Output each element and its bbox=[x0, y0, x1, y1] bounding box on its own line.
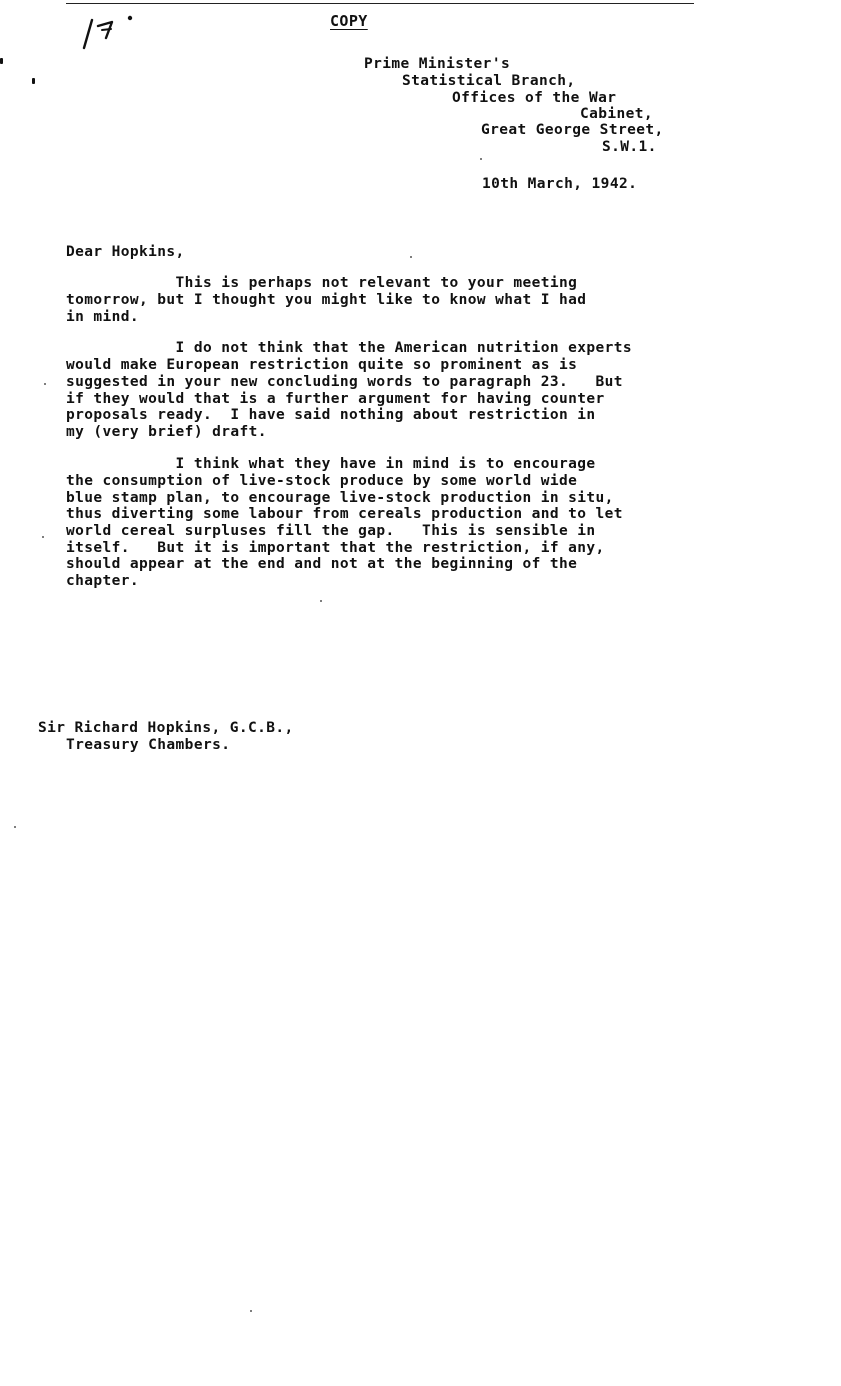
scan-speck bbox=[410, 256, 412, 258]
paragraph-2-line: my (very brief) draft. bbox=[66, 424, 267, 440]
paragraph-2-line: would make European restriction quite so prominent as is bbox=[66, 357, 578, 373]
scan-speck bbox=[42, 536, 44, 538]
address-line: Offices of the War bbox=[452, 90, 617, 106]
scan-speck bbox=[320, 600, 322, 602]
paragraph-2-line: proposals ready. I have said nothing about restriction in bbox=[66, 407, 596, 423]
paragraph-2-line: suggested in your new concluding words to paragraph 23. But bbox=[66, 374, 623, 390]
salutation: Dear Hopkins, bbox=[66, 244, 185, 260]
recipient-address: Treasury Chambers. bbox=[66, 737, 231, 753]
paragraph-3-line: chapter. bbox=[66, 573, 140, 589]
margin-mark bbox=[0, 58, 3, 64]
paragraph-1-line: in mind. bbox=[66, 309, 140, 325]
address-line: Prime Minister's bbox=[364, 56, 511, 72]
scan-speck bbox=[250, 1310, 252, 1312]
paragraph-3-line: blue stamp plan, to encourage live-stock production in situ, bbox=[66, 490, 614, 506]
paragraph-3-line: itself. But it is important that the restriction, if any, bbox=[66, 540, 605, 556]
margin-mark bbox=[32, 78, 35, 84]
paragraph-2-line: I do not think that the American nutrition experts bbox=[66, 340, 633, 356]
recipient-name: Sir Richard Hopkins, G.C.B., bbox=[38, 720, 294, 736]
paragraph-3-line: world cereal surpluses fill the gap. This is sensible in bbox=[66, 523, 596, 539]
top-edge-rule bbox=[66, 3, 694, 4]
letter-date: 10th March, 1942. bbox=[482, 176, 638, 192]
paragraph-3-line: should appear at the end and not at the beginning of the bbox=[66, 556, 578, 572]
address-line: S.W.1. bbox=[602, 139, 657, 155]
paragraph-3-line: thus diverting some labour from cereals production and to let bbox=[66, 506, 623, 522]
address-line: Statistical Branch, bbox=[402, 73, 576, 89]
handwritten-folio-mark bbox=[78, 12, 142, 52]
paragraph-1-line: tomorrow, but I thought you might like to know what I had bbox=[66, 292, 587, 308]
scan-speck bbox=[44, 383, 46, 385]
address-line: Great George Street, bbox=[481, 122, 664, 138]
paragraph-3-line: the consumption of live-stock produce by some world wide bbox=[66, 473, 578, 489]
paragraph-1-line: This is perhaps not relevant to your meeting bbox=[66, 275, 578, 291]
paragraph-3-line: I think what they have in mind is to encourage bbox=[66, 456, 596, 472]
scan-speck bbox=[14, 826, 16, 828]
address-line: Cabinet, bbox=[580, 106, 654, 122]
copy-stamp: COPY bbox=[330, 12, 368, 30]
scan-speck bbox=[480, 158, 482, 160]
paragraph-2-line: if they would that is a further argument for having counter bbox=[66, 391, 605, 407]
